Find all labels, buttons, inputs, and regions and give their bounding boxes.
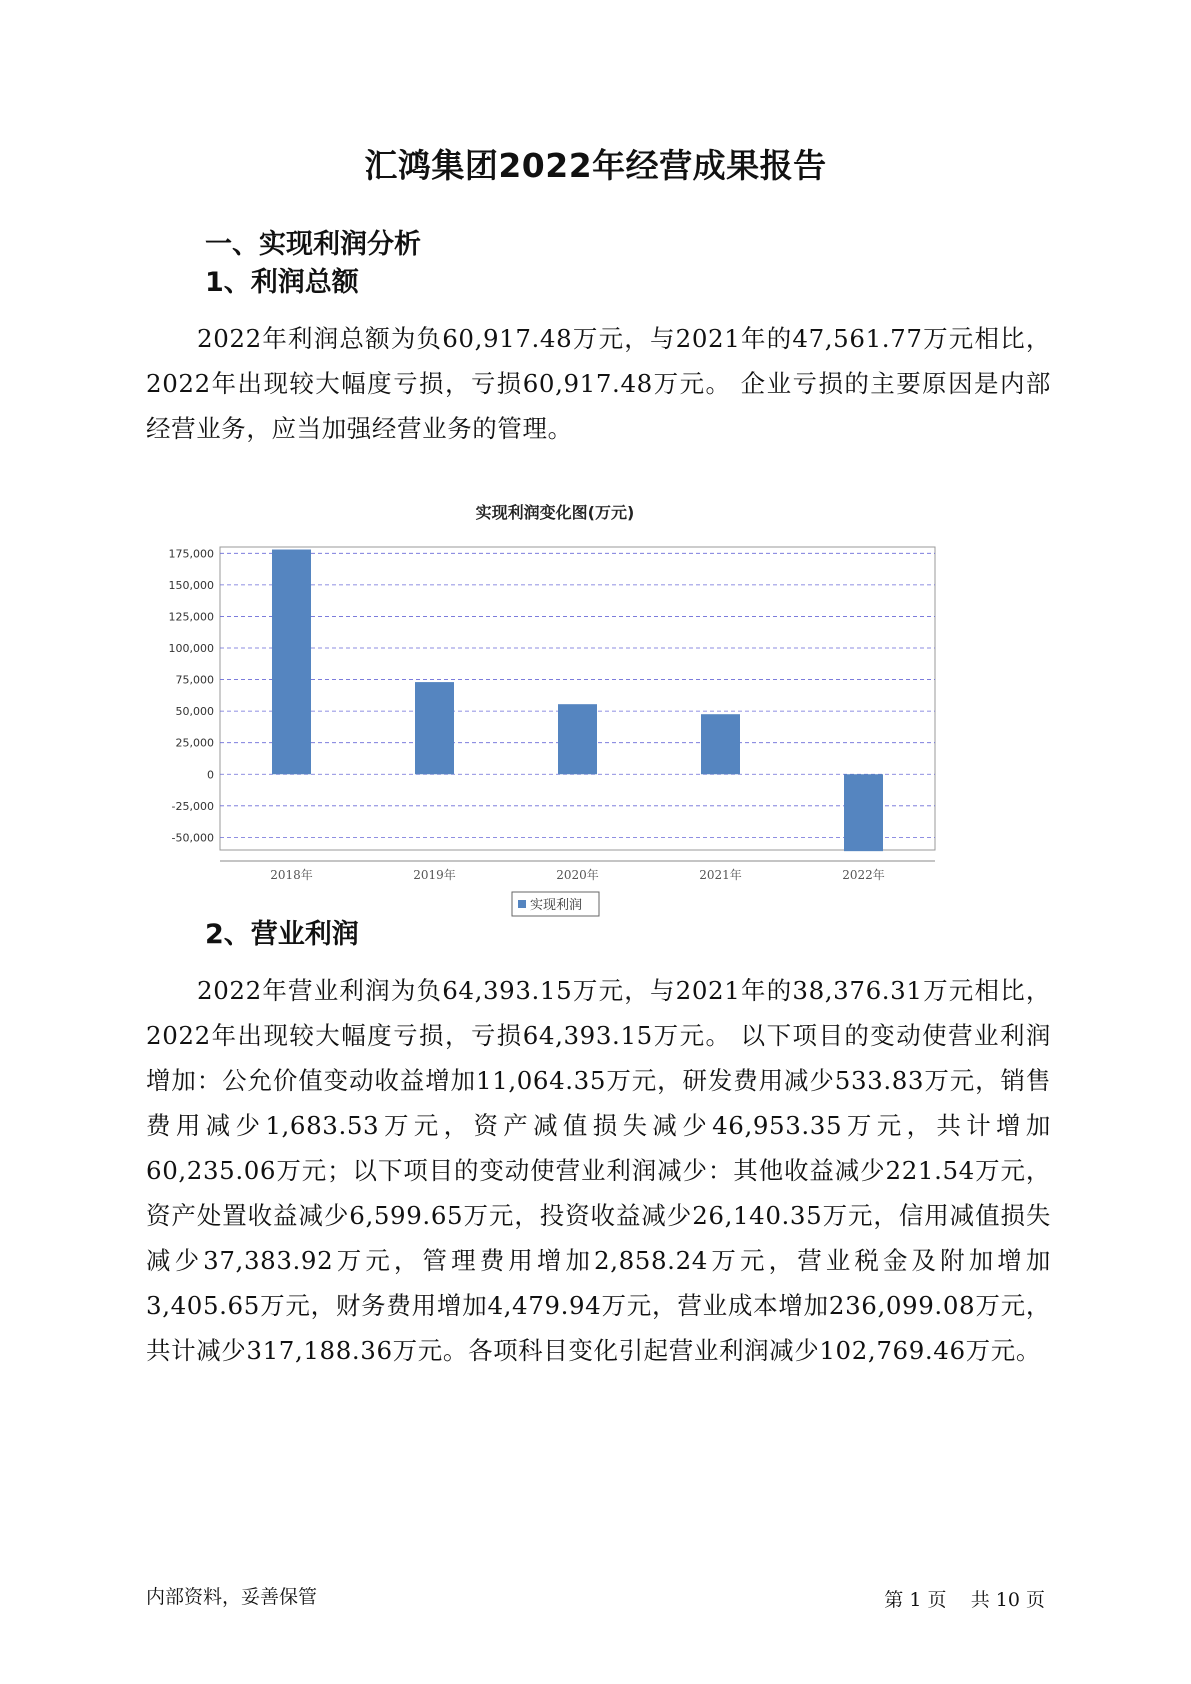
legend-swatch (518, 900, 526, 908)
subsection-heading-operating-profit: 2、营业利润 (205, 919, 359, 950)
chart-title: 实现利润变化图(万元) (475, 503, 635, 522)
y-tick-label: 0 (207, 768, 214, 782)
footer-confidential-note: 内部资料，妥善保管 (146, 1586, 318, 1608)
y-tick-label: 150,000 (168, 578, 214, 592)
section-heading: 一、实现利润分析 (205, 229, 421, 260)
x-tick-label: 2021年 (699, 868, 742, 882)
profit-chart (160, 500, 1030, 950)
x-tick-label: 2019年 (413, 868, 456, 882)
x-tick-label: 2018年 (270, 868, 313, 882)
page-total: 10 (995, 1589, 1020, 1611)
page-title: 汇鸿集团2022年经营成果报告 (364, 146, 827, 185)
y-tick-label: 75,000 (175, 673, 214, 687)
bar (558, 704, 597, 774)
x-tick-label: 2020年 (556, 868, 599, 882)
subsection-heading-profit-total: 1、利润总额 (205, 267, 359, 298)
y-tick-label: -25,000 (171, 799, 214, 813)
chart-frame (220, 547, 935, 850)
y-tick-label: 25,000 (175, 736, 214, 750)
profit-chart-svg (160, 500, 1030, 950)
bar (701, 714, 740, 774)
page-label-prefix: 第 (884, 1589, 904, 1611)
bar (844, 774, 883, 851)
page-total-prefix: 共 (970, 1589, 990, 1611)
bar (415, 682, 454, 774)
x-tick-label: 2022年 (842, 868, 885, 882)
page-current: 1 (909, 1589, 922, 1611)
page-label-suffix: 页 (1025, 1589, 1045, 1611)
paragraph-operating-profit: 2022年营业利润为负64,393.15万元，与2021年的38,376.31万元相比，2022年出现较大幅度亏损，亏损64,393.15万元。 以下项目的变动使营业利润增加：公允价值变动收益增加11,064.35万元，研发费用减少533.83万元，销售费用减少1,683.53万元，资产减值损失减少46,953.35万元，共计增加60,235.06万元；以下项目的变动使营业利润减少：其他收益减少221.54万元，资产处置收益减少6,599.65万元，投资收益减少26,140.35万元，信用减值损失减少37,383.92万元，管理费用增加2,858.24万元，营业税金及附加增加3,405.65万元，财务费用增加4,479.94万元，营业成本增加236,099.08万元，共计减少317,188.36万元。各项科目变化引起营业利润减少102,769.46万元。 (146, 976, 1051, 1365)
y-tick-label: 100,000 (168, 642, 214, 655)
y-tick-label: 50,000 (175, 705, 214, 719)
bar (272, 550, 311, 775)
page-label-mid: 页 (927, 1589, 947, 1611)
footer-page-number (884, 1585, 1045, 1612)
y-tick-label: 175,000 (168, 547, 214, 561)
y-tick-label: 125,000 (168, 610, 214, 624)
legend-label: 实现利润 (530, 898, 583, 913)
paragraph-profit-total: 2022年利润总额为负60,917.48万元，与2021年的47,561.77万元相比，2022年出现较大幅度亏损，亏损60,917.48万元。 企业亏损的主要原因是内部经营业务，应当加强经营业务的管理。 (146, 324, 1051, 443)
y-tick-label: -50,000 (171, 831, 214, 845)
